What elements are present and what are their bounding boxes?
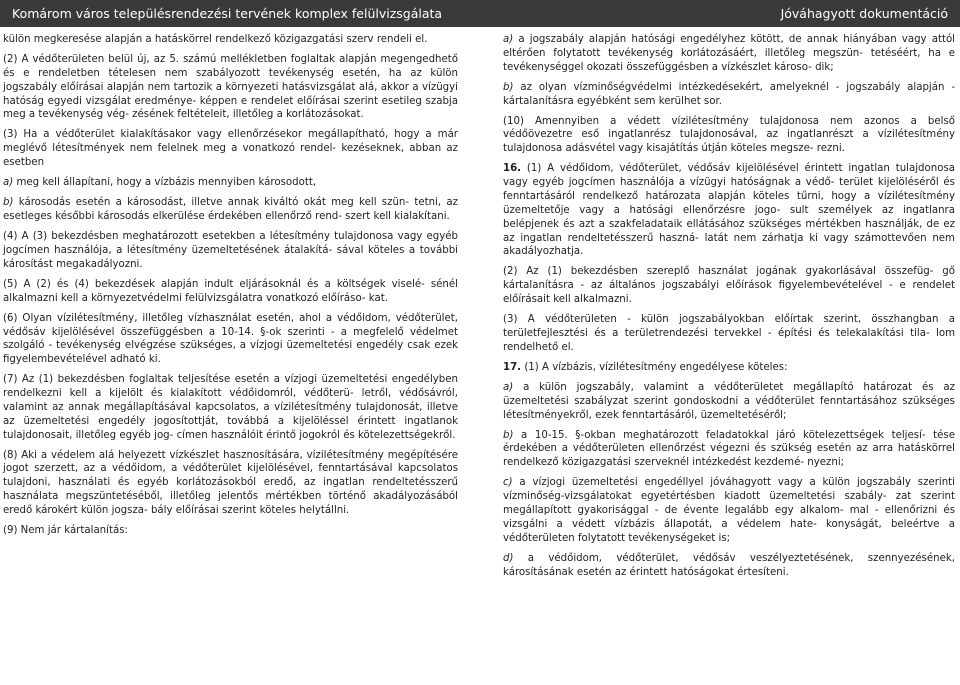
section-number: 17. [503,361,522,373]
paragraph: (3) A védőterületen - külön jogszabályokban előírtak szerint, összhangban a területfejlesztési és a területrendezési tervekkel - építési és telekalakítási tila- lom rendelhető el. [503,314,955,353]
page-header [0,0,960,27]
list-marker: b) [503,429,514,441]
document-title: Komárom város településrendezési tervének komplex felülvizsgálata [12,6,443,21]
list-marker: a) [503,34,514,45]
paragraph: (3) Ha a védőterület kialakításakor vagy ellenőrzésekor megállapítható, hogy a már meglévő létesítmények nem felelnek meg a vonatkozó rendel- kezéseknek, abban az esetben [3,129,458,169]
left-column [3,33,458,538]
list-item: c) a vízjogi üzemeltetési engedéllyel jóváhagyott vagy a külön jogszabály szerinti vízminőség-vizsgálatokat egyetértésben kiadott üzemeltetési szabály- zat szerint megállapított gyakorisággal - de évente legalább egy alkalom- mal - ellenőrizni és vizsgálni a védett vízbázis állapotát, a védelem hate- konyságát, beleértve a védőterületen folytatott tevékenységeket is; [503,477,955,544]
paragraph: (9) Nem jár kártalanítás: [3,525,128,537]
list-item: d) a védőidom, védőterület, védősáv veszélyeztetésének, szennyezésének, károsításának esetén az érintett hatóságokat értesíteni. [503,552,955,578]
list-marker: c) [503,477,513,489]
list-marker: a) [503,381,514,393]
paragraph: (4) A (3) bekezdésben meghatározott esetekben a létesítmény tulajdonosa vagy egyéb jogcímen használója, a létesítmény üzemeltetésének átalakítá- sával köteles a további károsítást megakadályozni. [3,231,458,270]
list-marker: b) [503,81,514,93]
paragraph: (2) A védőterületen belül új, az 5. számú mellékletben foglaltak alapján megengedhető és e rendeletben tételesen nem szabályozott tevékenység esetén, ha az külön jogszabály előírásai alapján nem tartozik a környezeti hatásvizsgálat alá, akkor a vízügyi hatóság egyedi vizsgálat eredménye- képpen e rendelet előírásai szerint esetileg szabja meg a tevékenység vég- zésének feltételeit, illetőleg a korlátozásokat. [3,54,458,121]
section-number: 16. [503,163,522,175]
paragraph: (10) Amennyiben a védett vízilétesítmény tulajdonosa nem azonos a belső védőövezetre eső ingatlanrész tulajdonosával, az ingatlanrészt a vízilétesítmény tulajdonosa adásvétel vagy kisajátítás útján köteles megsze- rezni. [503,115,955,155]
list-item: b) az olyan vízminőségvédelmi intézkedésekért, amelyeknél - jogszabály alapján - kártalanításra egyébként sem kerülhet sor. [503,81,955,107]
document-status: Jóváhagyott dokumentáció [780,6,948,21]
list-item: a) a külön jogszabály, valamint a védőterületet megállapító határozat és az üzemeltetési szabályzat szerint gondoskodni a védőterület fenntartásához szükséges létesítményekről, ezek fenntartásáról, üzemeltetéséről; [503,381,955,421]
paragraph: (2) Az (1) bekezdésben szereplő használat jogának gyakorlásával összefüg- gő kártalanításra - az általános jogszabályi előírások figyelembevételével - e rendelet előírásait kell alkalmazni. [503,266,955,306]
paragraph: (8) Aki a védelem alá helyezett vízkészlet hasznosítására, vízilétesítmény megépítésére jogot szerzett, az a védőidom, a védőterület kijelölésével, fenntartásával kapcsolatos tulajdoni, használati és egyéb korlátozásokból eredő, az ingatlan rendeltetésszerű használata megszüntetéséből, illetőleg jelentős mértékben történő akadályozásából eredő károkért külön jogsza- bály előírásai szerint köteles helytállni. [3,449,458,516]
list-marker: d) [503,552,514,564]
paragraph: (7) Az (1) bekezdésben foglaltak teljesítése esetén a vízjogi üzemeltetési engedélyben rendelkezni kell a kijelölt és kialakított védőidomról, védőterü- letről, védősávról, valamint az annak megállapításával kapcsolatos, a vízilétesítmény tulajdonosát, illetve az üzemeltetési engedély jogosítottját, továbbá a kijelöléssel érintett ingatlanok tulajdonosait, illetőleg egyéb jog- címen használóit érintő jogokról és kötelezettségekről. [3,374,458,441]
section-paragraph: 17. (1) A vízbázis, vízilétesítmény engedélyese köteles: [503,361,788,373]
paragraph: (5) A (2) és (4) bekezdések alapján indult eljárásoknál és a költségek viselé- sénél alkalmazni kell a környezetvédelmi felülvizsgálatra vonatkozó előíráso- kat. [3,278,458,304]
list-item: a) a jogszabály alapján hatósági engedélyhez kötött, de annak hiányában vagy attól eltérően folytatott tevékenység korlátozásáért, illetőleg megszün- tetéséért, ha e tevékenységgel okozati összefüggésben a vízkészlet károso- dik; [503,34,956,73]
paragraph: (6) Olyan vízilétesítmény, illetőleg vízhasználat esetén, ahol a védőidom, védőterület, védősáv kijelölésével összefüggésben a 10-14. §-ok szerinti - a megfelelő védelmet szolgáló - tevékenység elvégzése szükséges, a vízjogi üzemeltetési engedély csak ezek figyelembevételével adható ki. [3,312,458,366]
right-column [503,33,955,579]
list-marker: b) [3,197,14,209]
list-item: b) károsodás esetén a károsodást, illetve annak kiváltó okát meg kell szün- tetni, az esetleges későbbi károsodás elkerülése érdekében ellenőrző rend- szert kell kialakítani. [3,197,458,223]
paragraph: külön megkeresése alapján a hatáskörrel rendelkező közigazgatási szerv rendeli el. [3,34,428,45]
list-item: b) a 10-15. §-okban meghatározott feladatokkal járó kötelezettségek teljesí- tése érdekében a védőterületen ellenőrzést végezni és szükség esetén az arra hatáskörrel rendelkező közigazgatási szerveknél intézkedést kezdemé- nyezni; [503,429,955,469]
list-marker: a) [3,177,14,189]
list-item: a) meg kell állapítani, hogy a vízbázis mennyiben károsodott, [3,177,317,189]
section-paragraph: 16. (1) A védőidom, védőterület, védősáv kijelölésével érintett ingatlan tulajdonosa vagy egyéb jogcímen használója a vízügyi hatóságnak a védő- terület kijelöléséről és fenntartásáról rendelkező határozata alapján köteles tűrni, hogy a vízilétesítmény üzemeltetője vagy a hatósági ellenőrzésre jogo- sult személyek az ingatlanra belépjenek és azt a szakfeladataik ellátásához szükséges mértékben használják, de ez az ingatlan rendeltetésszerű haszná- latát nem zárhatja ki vagy számottevően nem akadályozhatja. [503,163,955,258]
